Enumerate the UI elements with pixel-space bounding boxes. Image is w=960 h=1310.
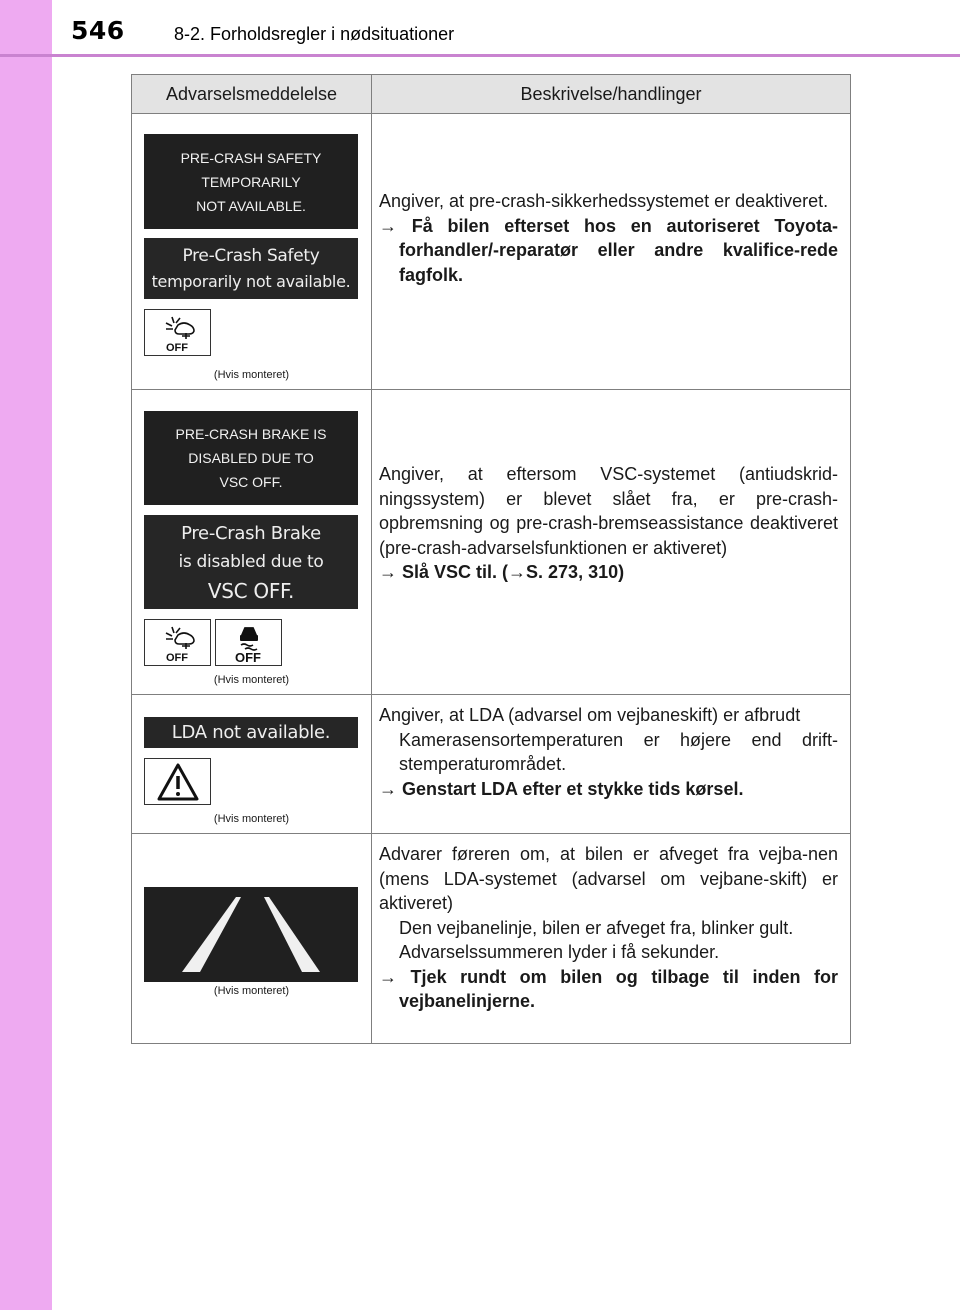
screen-line: TEMPORARILY (201, 173, 301, 190)
description-text: Angiver, at pre-crash-sikkerhedssystemet er deaktiveret. (379, 191, 829, 211)
icon-row (144, 619, 282, 666)
svg-text:OFF: OFF (165, 341, 188, 353)
screen-line: is disabled due to (178, 551, 324, 572)
detail-text: Den vejbanelinje, bilen er afveget fra, blinker gult. (399, 917, 794, 938)
table-row (132, 834, 851, 1044)
fitted-note: (Hvis monteret) (213, 985, 290, 997)
message-cell (132, 834, 372, 1044)
screen-line: DISABLED DUE TO (188, 450, 314, 466)
fitted-note: (Hvis monteret) (213, 369, 290, 381)
description-cell (372, 834, 851, 1044)
message-cell (132, 695, 372, 834)
screen-line: Pre-Crash Safety (182, 245, 320, 266)
header-message: Advarselsmeddelelse (132, 75, 372, 114)
description-cell (372, 390, 851, 695)
screen-line: PRE-CRASH BRAKE IS (175, 426, 327, 442)
section-title: 8-2. Forholdsregler i nødsituationer (174, 24, 455, 44)
header-rule (0, 54, 960, 57)
screen-line: PRE-CRASH SAFETY (180, 149, 322, 166)
header-description: Beskrivelse/handlinger (372, 75, 851, 114)
lane-lines-icon (144, 887, 358, 982)
description-cell (372, 695, 851, 834)
pre-crash-off-icon (144, 309, 211, 356)
warning-screen-mid (144, 515, 358, 609)
warning-triangle-icon (144, 758, 211, 805)
action-text: → Få bilen efterset hos en autoriseret Toyota-forhandler/-reparatør eller andre kvalifice-rede fagfolk. (379, 215, 838, 285)
detail-text: Advarselssummeren lyder i få sekunder. (399, 942, 720, 962)
svg-text:OFF: OFF (234, 649, 261, 663)
vsc-off-icon (215, 619, 282, 666)
warning-table (131, 74, 851, 1044)
warning-screen-text (144, 411, 358, 505)
warning-screen-mid (144, 717, 358, 748)
fitted-note: (Hvis monteret) (213, 813, 290, 825)
message-cell (132, 390, 372, 695)
message-cell (132, 114, 372, 390)
page-number: 546 (71, 16, 125, 45)
screen-line: VSC OFF. (219, 474, 283, 490)
pre-crash-off-icon (144, 619, 211, 666)
fitted-note: (Hvis monteret) (213, 674, 290, 686)
screen-line: LDA not available. (171, 722, 331, 743)
warning-screen-text (144, 134, 358, 229)
description-text: Advarer føreren om, at bilen er afveget fra vejba-nen (mens LDA-systemet (advarsel om vejbane-skift) er aktiveret) (379, 844, 838, 913)
warning-screen-mid (144, 238, 358, 299)
description-text: Angiver, at LDA (advarsel om vejbaneskift) er afbrudt (379, 705, 801, 725)
screen-line: VSC OFF. (207, 578, 295, 603)
screen-line: Pre-Crash Brake (181, 522, 321, 544)
detail-text: Kamerasensortemperaturen er højere end drift-stemperaturområdet. (399, 729, 838, 774)
screen-line: temporarily not available. (151, 271, 351, 291)
action-text: → Tjek rundt om bilen og tilbage til inden for vejbanelinjerne. (379, 966, 838, 1011)
table-row (132, 390, 851, 695)
screen-line: NOT AVAILABLE. (196, 197, 306, 214)
table-row (132, 114, 851, 390)
table-header-row (132, 75, 851, 114)
description-text: Angiver, at eftersom VSC-systemet (antiudskrid-ningssystem) er blevet slået fra, er pre-crash-opbremsning og pre-crash-bremseassistance deaktiveret (pre-crash-advarselsfunktionen er aktiveret) (379, 464, 838, 558)
table-row (132, 695, 851, 834)
action-text: → Slå VSC til. (→S. 273, 310) (379, 562, 625, 582)
svg-text:OFF: OFF (165, 651, 188, 663)
description-cell (372, 114, 851, 390)
side-tab-band (0, 0, 52, 1310)
action-text: → Genstart LDA efter et stykke tids kørsel. (379, 778, 744, 799)
